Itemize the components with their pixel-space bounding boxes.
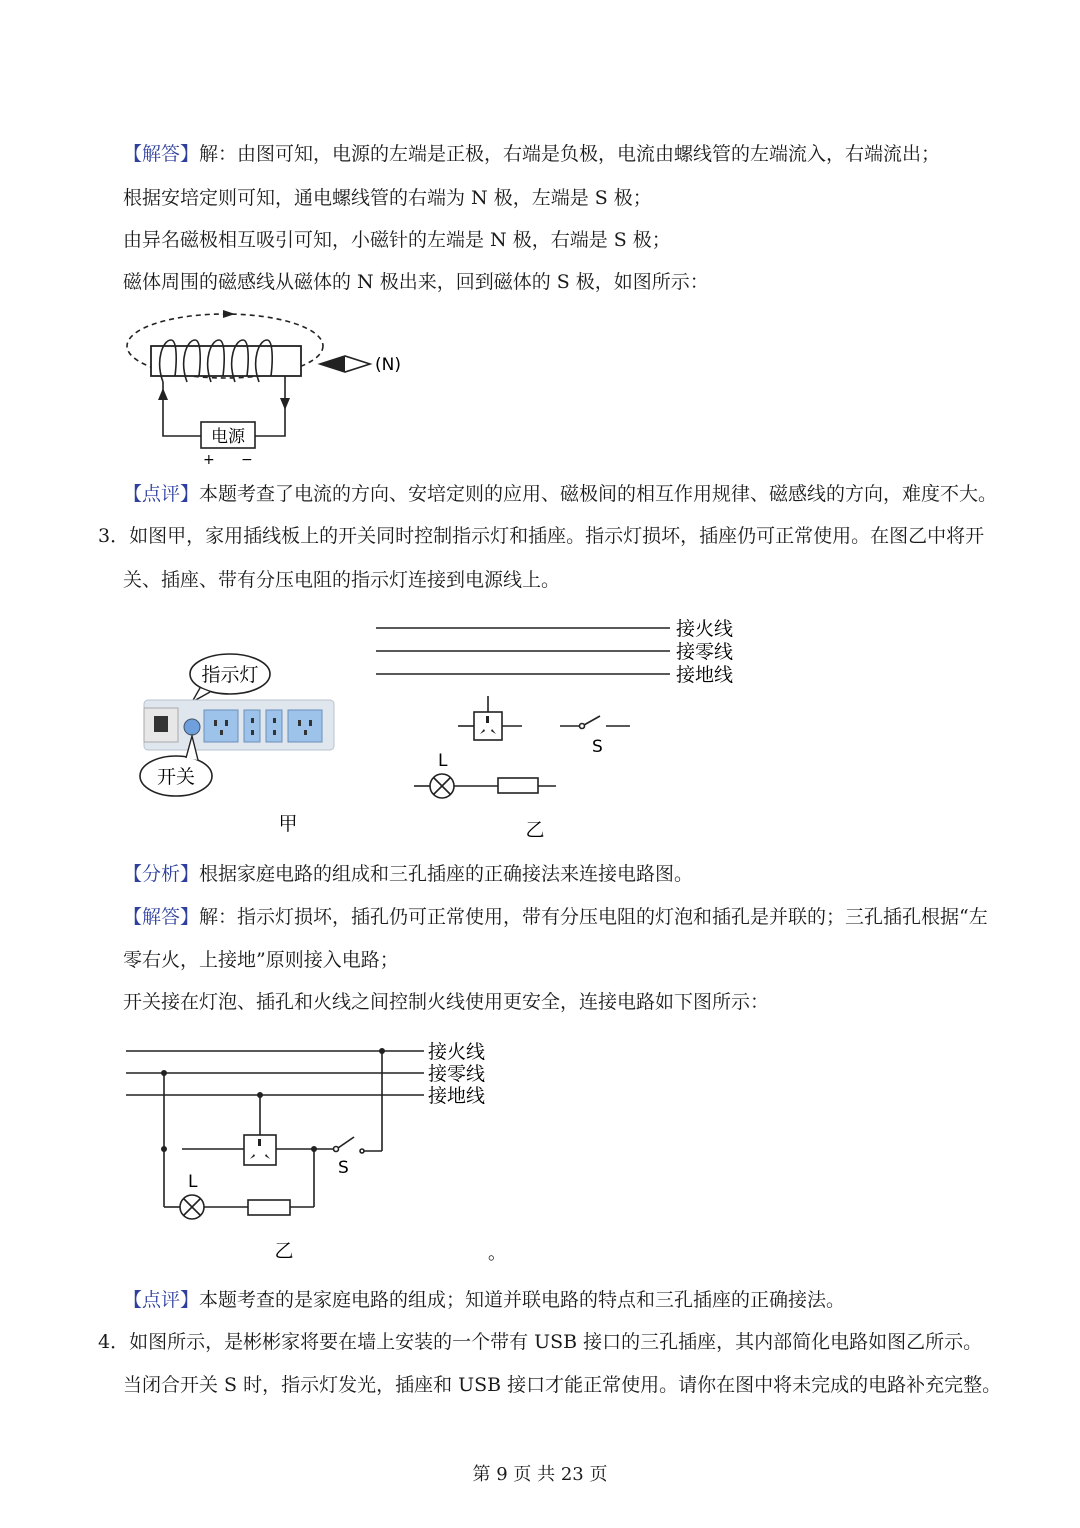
socket-icon bbox=[266, 710, 282, 742]
socket-icon bbox=[204, 710, 238, 742]
current-out-arrow-icon bbox=[280, 398, 290, 410]
power-label: 电源 bbox=[211, 427, 245, 447]
q3-answer-line1: 【解答】解：指示灯损坏，插孔仍可正常使用，带有分压电阻的灯泡和插孔是并联的；三孔插孔根据“左 bbox=[123, 906, 988, 928]
q2-answer-line4: 磁体周围的磁感线从磁体的 N 极出来，回到磁体的 S 极，如图所示： bbox=[123, 271, 709, 293]
lamp-symbol-icon bbox=[414, 774, 498, 798]
page-footer: 第 9 页 共 23 页 bbox=[472, 1464, 608, 1485]
switch-button-icon bbox=[184, 719, 200, 735]
caption-yi: 乙 bbox=[274, 1240, 294, 1262]
resistor-symbol-icon bbox=[248, 1200, 290, 1215]
plus-sign: + bbox=[203, 452, 215, 468]
solenoid-figure bbox=[115, 300, 425, 470]
question-number: 3． bbox=[98, 525, 130, 547]
switch-symbol-icon bbox=[334, 1137, 365, 1153]
q2-answer-line2: 根据安培定则可知，通电螺线管的右端为 N 极，左端是 S 极； bbox=[123, 187, 652, 209]
lamp-l-label: L bbox=[188, 1172, 198, 1192]
q3-stem-line2: 关、插座、带有分压电阻的指示灯连接到电源线上。 bbox=[123, 569, 561, 591]
lamp-symbol-icon bbox=[180, 1195, 204, 1219]
switch-symbol-icon bbox=[560, 716, 630, 729]
neutral-wire-label: 接零线 bbox=[428, 1063, 486, 1085]
q3-answer-line3: 开关接在灯泡、插孔和火线之间控制火线使用更安全，连接电路如下图所示： bbox=[123, 991, 770, 1013]
current-in-arrow-icon bbox=[158, 388, 168, 400]
resistor-symbol-icon bbox=[498, 778, 556, 793]
answer-tag: 【解答】 bbox=[123, 143, 200, 165]
comment-tag: 【点评】 bbox=[123, 483, 200, 505]
q3-stem-line1: 3．如图甲，家用插线板上的开关同时控制指示灯和插座。指示灯损坏，插座仍可正常使用。在图乙中将开 bbox=[98, 525, 985, 547]
switch-s-label: S bbox=[338, 1158, 349, 1178]
needle-label: (N) bbox=[375, 355, 401, 375]
question-number: 4． bbox=[98, 1331, 130, 1353]
q2-answer-line1: 【解答】解：由图可知，电源的左端是正极，右端是负极，电流由螺线管的左端流入，右端流出； bbox=[123, 143, 941, 165]
switch-s-label: S bbox=[592, 737, 603, 757]
answer-tag: 【解答】 bbox=[123, 906, 200, 928]
q2-comment: 【点评】本题考查了电流的方向、安培定则的应用、磁极间的相互作用规律、磁感线的方向，难度不大。 bbox=[123, 483, 998, 505]
three-pin-socket-icon bbox=[458, 696, 522, 740]
period-mark: 。 bbox=[488, 1243, 506, 1264]
live-wire-label: 接火线 bbox=[676, 618, 734, 640]
indicator-label: 指示灯 bbox=[201, 664, 259, 686]
power-strip-figure bbox=[130, 650, 350, 840]
analysis-tag: 【分析】 bbox=[123, 863, 200, 885]
q3-comment: 【点评】本题考查的是家庭电路的组成；知道并联电路的特点和三孔插座的正确接法。 bbox=[123, 1289, 846, 1311]
socket-icon bbox=[288, 710, 322, 742]
solenoid-core bbox=[151, 346, 301, 376]
minus-sign: − bbox=[241, 452, 253, 468]
lamp-l-label: L bbox=[438, 751, 448, 771]
field-arrow-icon bbox=[223, 310, 235, 318]
ground-wire-label: 接地线 bbox=[676, 664, 734, 686]
q3-answer-line2: 零右火，上接地”原则接入电路； bbox=[123, 949, 399, 971]
live-wire-label: 接火线 bbox=[428, 1041, 486, 1063]
q3-analysis: 【分析】根据家庭电路的组成和三孔插座的正确接法来连接电路图。 bbox=[123, 863, 694, 885]
circuit-answer-figure bbox=[120, 1025, 520, 1265]
q4-stem-line1: 4．如图所示，是彬彬家将要在墙上安装的一个带有 USB 接口的三孔插座，其内部简化电路如图乙所示。 bbox=[98, 1331, 983, 1353]
caption-yi: 乙 bbox=[525, 819, 545, 840]
comment-tag: 【点评】 bbox=[123, 1289, 200, 1311]
switch-label: 开关 bbox=[156, 766, 196, 788]
neutral-wire-label: 接零线 bbox=[676, 641, 734, 663]
caption-jia: 甲 bbox=[278, 813, 298, 835]
socket-icon bbox=[244, 710, 260, 742]
q2-answer-line3: 由异名磁极相互吸引可知，小磁针的左端是 N 极，右端是 S 极； bbox=[123, 229, 671, 251]
ground-wire-label: 接地线 bbox=[428, 1085, 486, 1107]
circuit-question-figure bbox=[370, 600, 750, 840]
q4-stem-line2: 当闭合开关 S 时，指示灯发光，插座和 USB 接口才能正常使用。请你在图中将未完成的电路补充完整。 bbox=[123, 1374, 1002, 1396]
